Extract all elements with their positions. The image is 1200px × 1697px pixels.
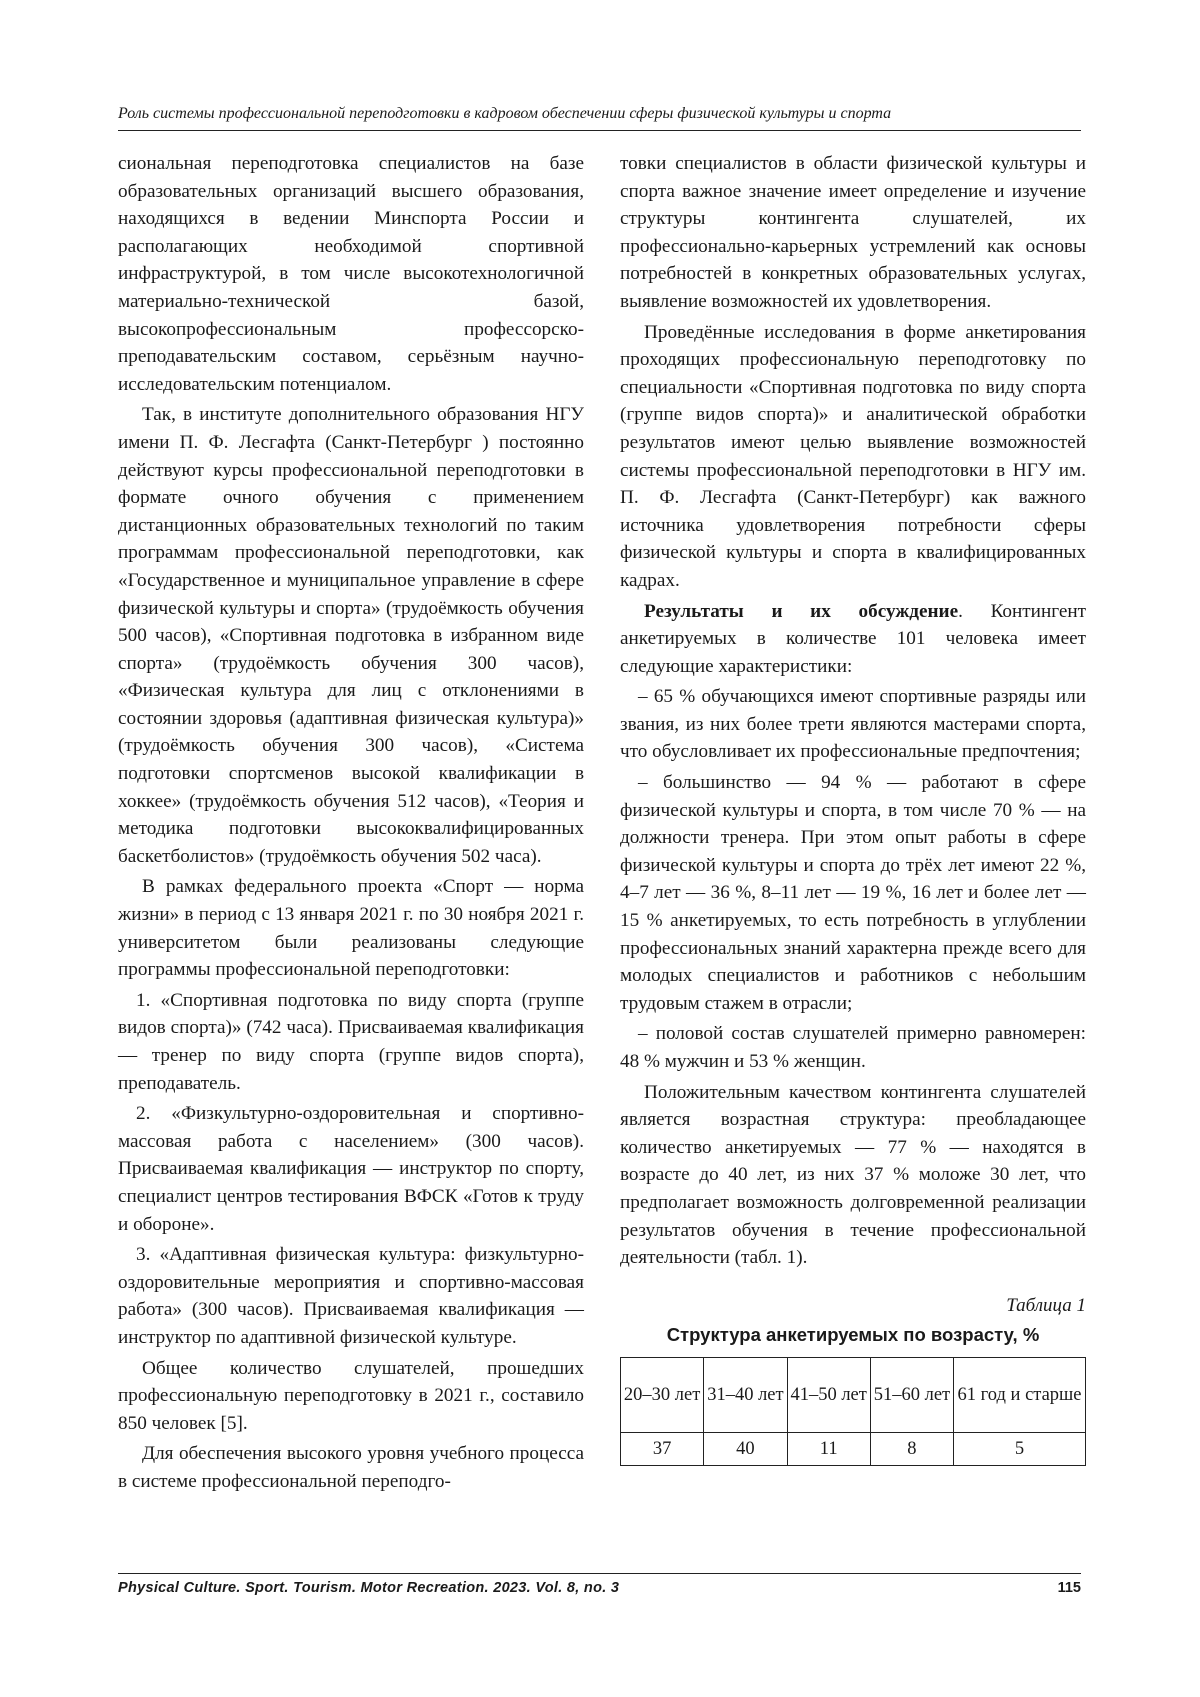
table-caption: Таблица 1 xyxy=(1006,1294,1086,1316)
table-header-cell: 41–50 лет xyxy=(787,1357,870,1432)
table-cell: 11 xyxy=(787,1432,870,1465)
right-paragraph-1: товки специалистов в области физической культуры и спорта важное значение имеет определение и изучение структуры контингента слушателей, их профессионально-карьерных устремлений как основы потребностей в конкретных образовательных услугах, выявление возможностей их удовлетворения. xyxy=(620,153,1086,312)
table-row xyxy=(621,1432,1086,1465)
footer-rule xyxy=(118,1573,1081,1574)
footer-journal-citation: Physical Culture. Sport. Tourism. Motor Recreation. 2023. Vol. 8, no. 3 xyxy=(118,1580,620,1596)
right-paragraph-3-text: . Контингент анкетируемых в количестве 101 человека имеет следующие характеристики: xyxy=(620,600,1086,677)
table-cell: 5 xyxy=(954,1432,1086,1465)
left-column xyxy=(118,150,584,1499)
table-title: Структура анкетируемых по возрасту, % xyxy=(666,1324,1040,1346)
left-paragraph-2: Так, в институте дополнительного образования НГУ имени П. Ф. Лесгафта (Санкт-Петербург ) постоянно действуют курсы профессиональной переподготовки в формате очного обучения с применением дистанционных образовательных технологий по таким программам профессиональной переподготовки, как «Государственное и муниципальное управление в сфере физической культуры и спорта» (трудоёмкость обучения 500 часов), «Спортивная подготовка в избранном виде спорта» (трудоёмкость обучения 300 часов), «Физическая культура для лиц с отклонениями в состоянии здоровья (адаптивная физическая культура)» (трудоёмкость обучения 300 часов), «Система подготовки спортсменов высокой квалификации в хоккее» (трудоёмкость обучения 512 часов), «Теория и методика подготовки высококвалифицированных баскетболистов» (трудоёмкость обучения 502 часа). xyxy=(118,404,584,867)
right-column xyxy=(620,150,1086,1466)
header-rule xyxy=(118,130,1081,131)
table-header-cell: 61 год и старше xyxy=(954,1357,1086,1432)
table-header-cell: 20–30 лет xyxy=(621,1357,704,1432)
age-structure-table xyxy=(620,1357,1086,1466)
left-paragraph-1: сиональная переподготовка специалистов на базе образовательных организаций высшего образования, находящихся в ведении Минспорта России и располагающих необходимой спортивной инфраструктурой, в том числе высокотехнологичной материально-технической базой, высокопрофессиональным профессорско-преподавательским составом, серьёзным научно-исследовательским потенциалом. xyxy=(118,153,584,395)
section-heading-results: Результаты и их обсуждение xyxy=(644,600,959,622)
page-number: 115 xyxy=(1057,1580,1081,1596)
bullet-item-3: – половой состав слушателей примерно равномерен: 48 % мужчин и 53 % женщин. xyxy=(620,1023,1086,1072)
bullet-item-1: – 65 % обучающихся имеют спортивные разряды или звания, из них более трети являются мастерами спорта, что обусловливает их профессиональные предпочтения; xyxy=(620,686,1086,763)
right-paragraph-4: Положительным качеством контингента слушателей является возрастная структура: преобладающее количество анкетируемых — 77 % — находятся в возрасте до 40 лет, из них 37 % моложе 30 лет, что предполагает возможность долговременной реализации результатов обучения в течение профессиональной деятельности (табл. 1). xyxy=(620,1081,1086,1269)
table-header-row xyxy=(621,1357,1086,1432)
left-paragraph-4: Общее количество слушателей, прошедших профессиональную переподготовку в 2021 г., составило 850 человек [5]. xyxy=(118,1357,584,1434)
left-paragraph-3: В рамках федерального проекта «Спорт — норма жизни» в период с 13 января 2021 г. по 30 ноября 2021 г. университетом были реализованы следующие программы профессиональной переподготовки: xyxy=(118,876,584,981)
table-cell: 8 xyxy=(870,1432,953,1465)
running-title: Роль системы профессиональной переподготовки в кадровом обеспечении сферы физической культуры и спорта xyxy=(118,105,892,122)
program-item-1: 1. «Спортивная подготовка по виду спорта (группе видов спорта)» (742 часа). Присваиваемая квалификация — тренер по виду спорта (группе видов спорта), преподаватель. xyxy=(118,989,584,1094)
program-item-3: 3. «Адаптивная физическая культура: физкультурно-оздоровительные мероприятия и спортивно-массовая работа» (300 часов). Присваиваемая квалификация — инструктор по адаптивной физической культуре. xyxy=(118,1244,584,1348)
bullet-item-2: – большинство — 94 % — работают в сфере физической культуры и спорта, в том числе 70 % — на должности тренера. При этом опыт работы в сфере физической культуры и спорта до трёх лет имеют 22 %, 4–7 лет — 36 %, 8–11 лет — 19 %, 16 лет и более лет — 15 % анкетируемых, то есть потребность в углублении профессиональных знаний характерна прежде всего для молодых специалистов и работников с небольшим трудовым стажем в отрасли; xyxy=(620,772,1086,1014)
table-header-cell: 31–40 лет xyxy=(704,1357,787,1432)
right-paragraph-3 xyxy=(620,598,1086,681)
right-paragraph-2: Проведённые исследования в форме анкетирования проходящих профессиональную переподготовку по специальности «Спортивная подготовка по виду спорта (группе видов спорта)» и аналитической обработки результатов имеют целью выявление возможностей системы профессиональной переподготовки в НГУ им. П. Ф. Лесгафта (Санкт-Петербург) как важного источника удовлетворения потребности сферы физической культуры и спорта в квалифицированных кадрах. xyxy=(620,321,1086,591)
table-cell: 40 xyxy=(704,1432,787,1465)
table-header-cell: 51–60 лет xyxy=(870,1357,953,1432)
table-cell: 37 xyxy=(621,1432,704,1465)
program-item-2: 2. «Физкультурно-оздоровительная и спортивно-массовая работа с населением» (300 часов). Присваиваемая квалификация — инструктор по спорту, специалист центров тестирования ВФСК «Готов к труду и обороне». xyxy=(118,1103,584,1235)
left-paragraph-5: Для обеспечения высокого уровня учебного процесса в системе профессиональной переподго- xyxy=(118,1443,584,1492)
